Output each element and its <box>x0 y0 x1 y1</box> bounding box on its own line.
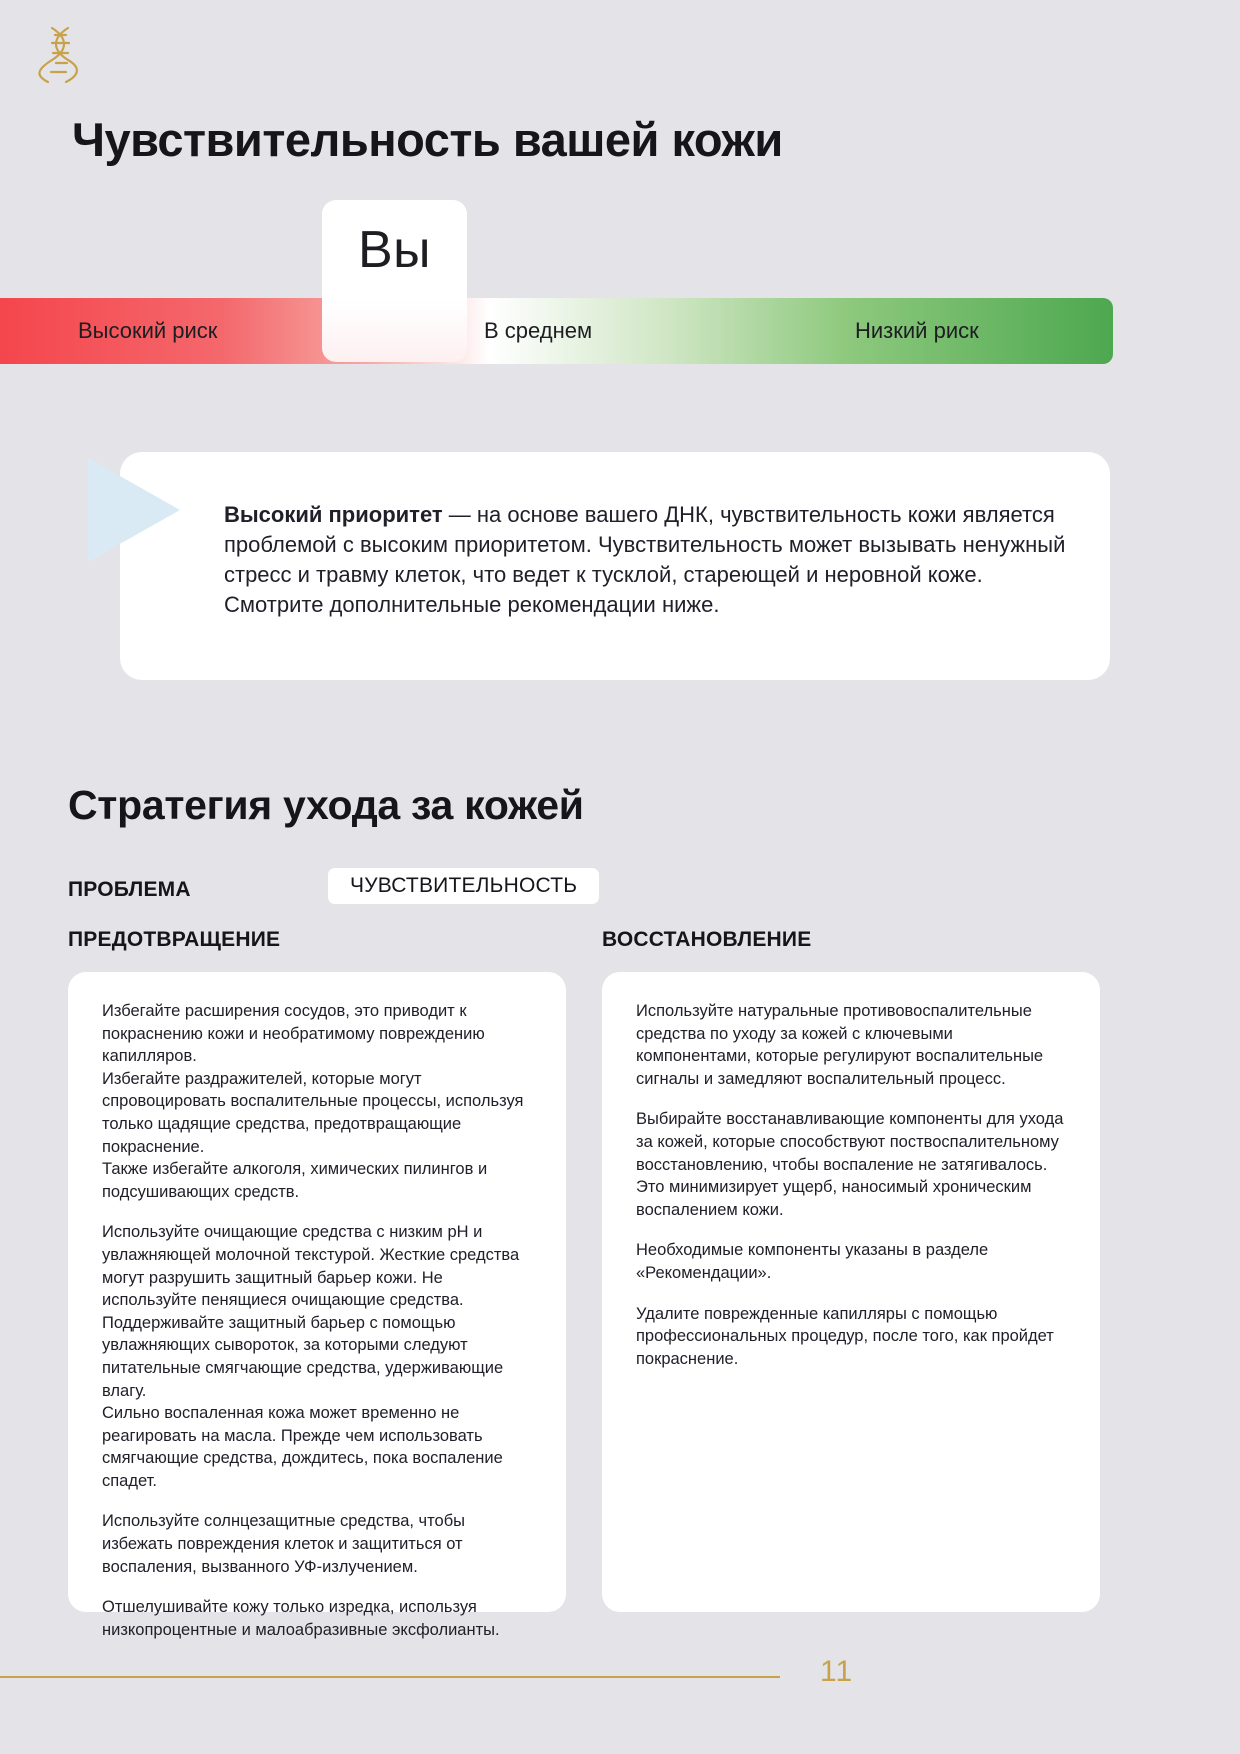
prevention-card <box>68 972 566 1639</box>
you-marker-label: Вы <box>357 221 432 279</box>
risk-label-mid: В среднем <box>484 318 593 343</box>
page-number: 11 <box>820 1655 854 1688</box>
paragraph: Используйте очищающие средства с низким pH и увлажняющей молочной текстурой. Жесткие средства могут разрушить защитный барьер кожи. Не используйте пенящиеся очищающие средства. Поддерживайте защитный барьер с помощью увлажняющих сывороток, за которыми следуют питательные смягчающие средства, удерживающие влагу. Сильно воспаленная кожа может временно не реагировать на масла. Прежде чем использовать смягчающие средства, дождитесь, пока воспаление спадет. <box>102 1223 520 1490</box>
paragraph: Избегайте расширения сосудов, это приводит к покраснению кожи и необратимому повреждению капилляров. Избегайте раздражителей, которые могут спровоцировать воспалительные процессы, используя только щадящие средства, предотвращающие покраснение. Также избегайте алкоголя, химических пилингов и подсушивающих средств. <box>102 1002 524 1201</box>
footer-divider <box>0 1676 780 1678</box>
callout-arrow-icon <box>88 458 180 562</box>
recovery-card <box>602 972 1100 1612</box>
paragraph: Используйте натуральные противовоспалительные средства по уходу за кожей с ключевыми компонентами, которые регулируют воспалительные сигналы и замедляют воспалительный процесс. <box>636 1002 1044 1088</box>
dna-logo-icon <box>34 22 88 86</box>
problem-value-chip: ЧУВСТВИТЕЛЬНОСТЬ <box>328 868 599 904</box>
paragraph: Выбирайте восстанавливающие компоненты для ухода за кожей, которые способствуют поствоспалительному восстановлению, чтобы воспаление не затягивалось. Это минимизирует ущерб, наносимый хроническим воспалением кожи. <box>636 1110 1064 1219</box>
callout-text <box>224 500 1076 620</box>
strategy-title: Стратегия ухода за кожей <box>68 782 584 828</box>
recovery-body <box>602 972 1100 1398</box>
recovery-heading: ВОССТАНОВЛЕНИЕ <box>602 928 812 951</box>
prevention-heading: ПРЕДОТВРАЩЕНИЕ <box>68 928 281 951</box>
risk-label-high: Высокий риск <box>78 318 218 343</box>
paragraph: Необходимые компоненты указаны в разделе «Рекомендации». <box>636 1241 989 1282</box>
paragraph: Используйте солнцезащитные средства, чтобы избежать повреждения клеток и защититься от воспаления, вызванного УФ-излучением. <box>102 1512 466 1576</box>
problem-label: ПРОБЛЕМА <box>68 878 191 901</box>
paragraph: Отшелушивайте кожу только изредка, используя низкопроцентные и малоабразивные эксфолианты. <box>102 1598 500 1639</box>
paragraph: Удалите поврежденные капилляры с помощью профессиональных процедур, после того, как пройдет покраснение. <box>636 1304 1054 1368</box>
priority-callout <box>120 452 1110 680</box>
you-marker <box>322 200 467 362</box>
risk-scale <box>0 221 1113 364</box>
page-title: Чувствительность вашей кожи <box>72 113 783 166</box>
callout-priority-label: Высокий приоритет <box>224 502 443 527</box>
prevention-body <box>68 972 566 1669</box>
callout-body: — на основе вашего ДНК, чувствительность кожи является проблемой с высоким приоритетом. Чувствительность может вызывать ненужный стресс и травму клеток, что ведет к тусклой, стареющей и неровной коже. Смотрите дополнительные рекомендации ниже. <box>224 502 1066 617</box>
risk-label-low: Низкий риск <box>855 318 979 343</box>
